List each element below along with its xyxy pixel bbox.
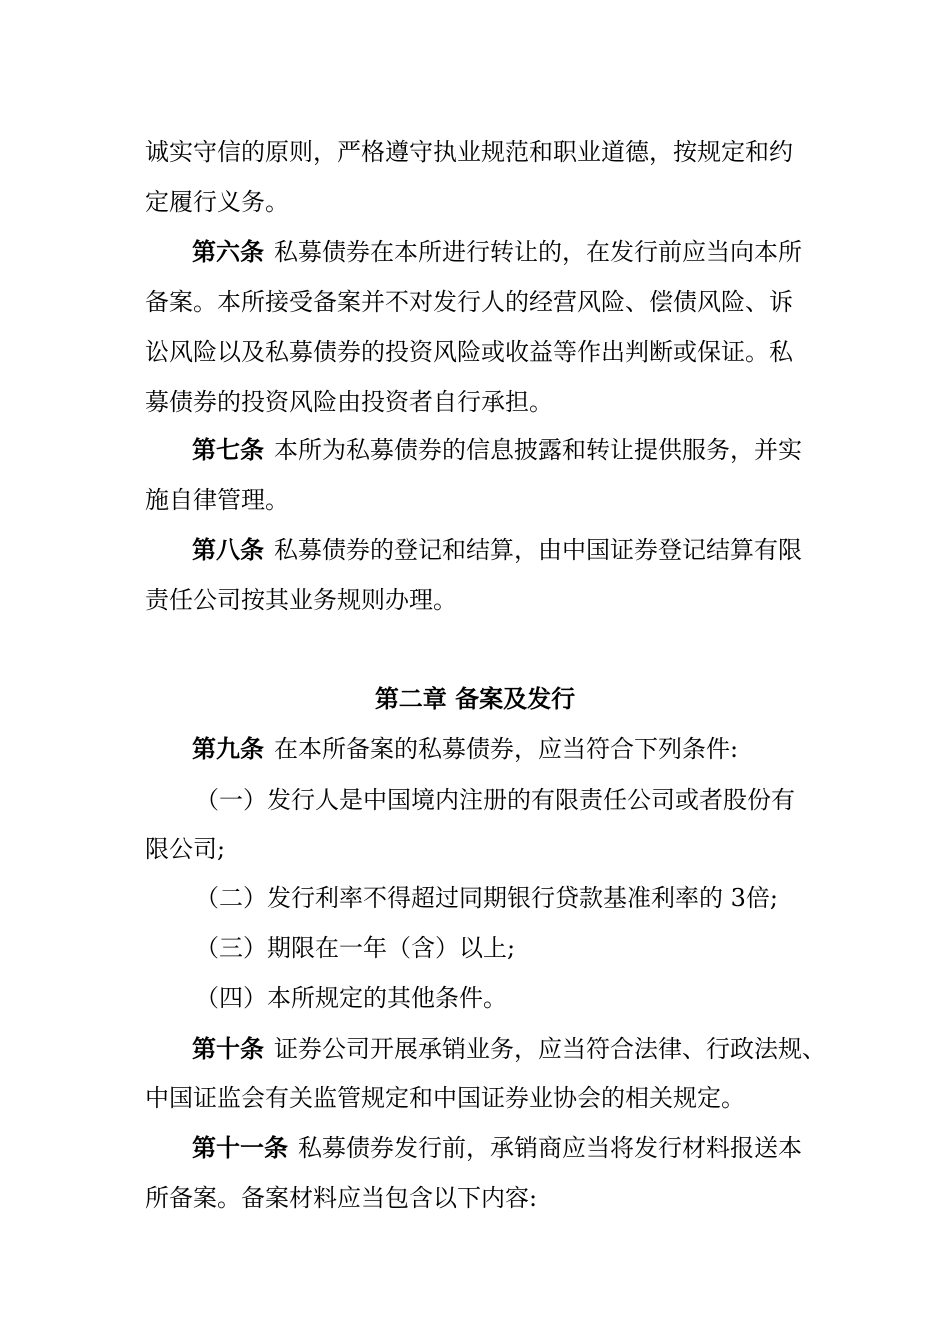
article-text: 证券公司开展承销业务，应当符合法律、行政法规、: [274, 1035, 826, 1063]
article-text: 私募债券的登记和结算，由中国证券登记结算有限: [274, 536, 802, 564]
article-11-line: [192, 1133, 802, 1163]
paragraph-line: 募债券的投资风险由投资者自行承担。: [145, 388, 553, 416]
article-label: 第七条: [192, 435, 264, 464]
list-item: （一）发行人是中国境内注册的有限责任公司或者股份有: [195, 786, 795, 814]
chapter-heading: 第二章 备案及发行: [374, 684, 576, 713]
article-label: 第十条: [192, 1034, 264, 1063]
paragraph-line: 备案。本所接受备案并不对发行人的经营风险、偿债风险、诉: [145, 288, 793, 316]
article-8-line: [192, 535, 802, 565]
list-item: （三）期限在一年（含）以上;: [195, 934, 516, 962]
article-text: 在本所备案的私募债券，应当符合下列条件:: [274, 735, 739, 763]
article-label: 第八条: [192, 535, 264, 564]
paragraph-line: 中国证监会有关监管规定和中国证券业协会的相关规定。: [145, 1084, 745, 1112]
article-label: 第六条: [192, 237, 264, 266]
article-text: 私募债券在本所进行转让的，在发行前应当向本所: [274, 238, 802, 266]
paragraph-line: 责任公司按其业务规则办理。: [145, 586, 457, 614]
article-label: 第十一条: [192, 1133, 288, 1162]
article-9-line: [192, 734, 738, 764]
article-10-line: [192, 1034, 826, 1064]
paragraph-line: 施自律管理。: [145, 486, 289, 514]
article-7-line: [192, 435, 802, 465]
paragraph-line: 讼风险以及私募债券的投资风险或收益等作出判断或保证。私: [145, 338, 793, 366]
list-item: （二）发行利率不得超过同期银行贷款基准利率的 3倍;: [195, 884, 778, 912]
article-label: 第九条: [192, 734, 264, 763]
list-item: （四）本所规定的其他条件。: [195, 984, 507, 1012]
paragraph-line: 诚实守信的原则，严格遵守执业规范和职业道德，按规定和约: [145, 138, 793, 166]
paragraph-line: 定履行义务。: [145, 188, 289, 216]
paragraph-line: 所备案。备案材料应当包含以下内容:: [145, 1184, 538, 1212]
paragraph-line: 限公司;: [145, 835, 226, 863]
article-6-line: [192, 237, 802, 267]
article-text: 本所为私募债券的信息披露和转让提供服务，并实: [274, 436, 802, 464]
article-text: 私募债券发行前，承销商应当将发行材料报送本: [298, 1134, 802, 1162]
